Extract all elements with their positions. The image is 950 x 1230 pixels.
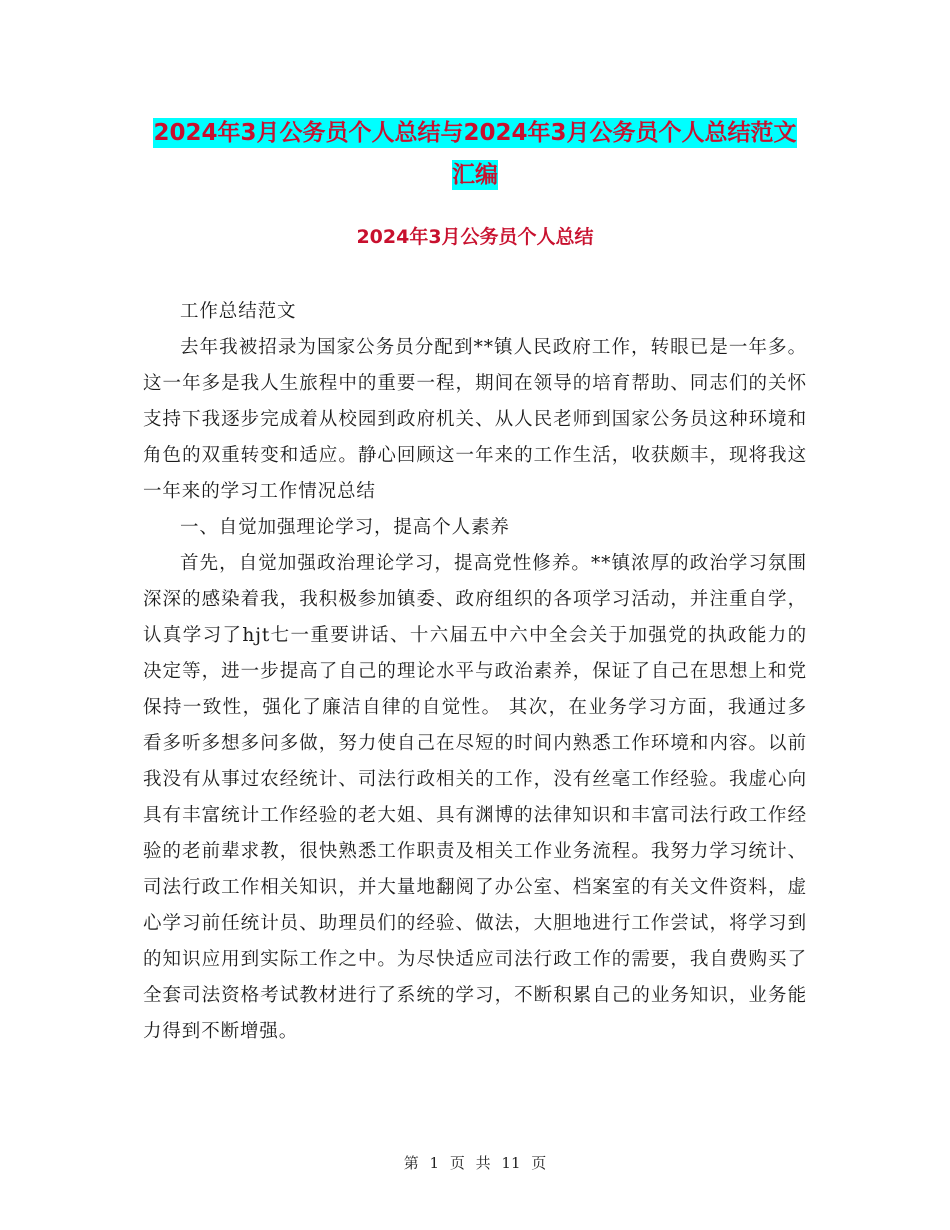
paragraph: 首先，自觉加强政治理论学习，提高党性修养。**镇浓厚的政治学习氛围深深的感染着我，我积极参加镇委、政府组织的各项学习活动，并注重自学，认真学习了hjt七一重要讲话、十六届五中六中全会关于加强党的执政能力的决定等，进一步提高了自己的理论水平与政治素养，保证了自己在思想上和党保持一致性，强化了廉洁自律的自觉性。 其次，在业务学习方面，我通过多看多听多想多问多做，努力使自己在尽短的时间内熟悉工作环境和内容。以前我没有从事过农经统计、司法行政相关的工作，没有丝毫工作经验。我虚心向具有丰富统计工作经验的老大姐、具有渊博的法律知识和丰富司法行政工作经验的老前辈求教，很快熟悉工作职责及相关工作业务流程。我努力学习统计、司法行政工作相关知识，并大量地翻阅了办公室、档案室的有关文件资料，虚心学习前任统计员、助理员们的经验、做法，大胆地进行工作尝试，将学习到的知识应用到实际工作之中。为尽快适应司法行政工作的需要，我自费购买了全套司法资格考试教材进行了系统的学习，不断积累自己的业务知识，业务能力得到不断增强。 — [143, 553, 807, 1042]
footer-total-prefix: 共 — [475, 1154, 491, 1172]
page-footer — [0, 1152, 950, 1173]
document-title — [150, 112, 800, 196]
paragraph: 去年我被招录为国家公务员分配到**镇人民政府工作，转眼已是一年多。这一年多是我人生旅程中的重要一程，期间在领导的培育帮助、同志们的关怀支持下我逐步完成着从校园到政府机关、从人民老师到国家公务员这种环境和角色的双重转变和适应。静心回顾这一年来的工作生活，收获颇丰，现将我这一年来的学习工作情况总结 — [143, 337, 807, 502]
paragraph-heading: 工作总结范文 — [180, 301, 297, 322]
footer-current-page: 1 — [429, 1154, 440, 1172]
footer-page-prefix: 第 — [403, 1154, 419, 1172]
footer-total-suffix: 页 — [531, 1154, 547, 1172]
document-body — [143, 294, 807, 1050]
footer-total-pages: 11 — [501, 1154, 521, 1172]
document-title-text: 2024年3月公务员个人总结与2024年3月公务员个人总结范文汇编 — [153, 120, 797, 188]
footer-page-mid: 页 — [449, 1154, 465, 1172]
section-title: 2024年3月公务员个人总结 — [356, 226, 594, 248]
paragraph-subheading: 一、自觉加强理论学习，提高个人素养 — [180, 517, 510, 538]
